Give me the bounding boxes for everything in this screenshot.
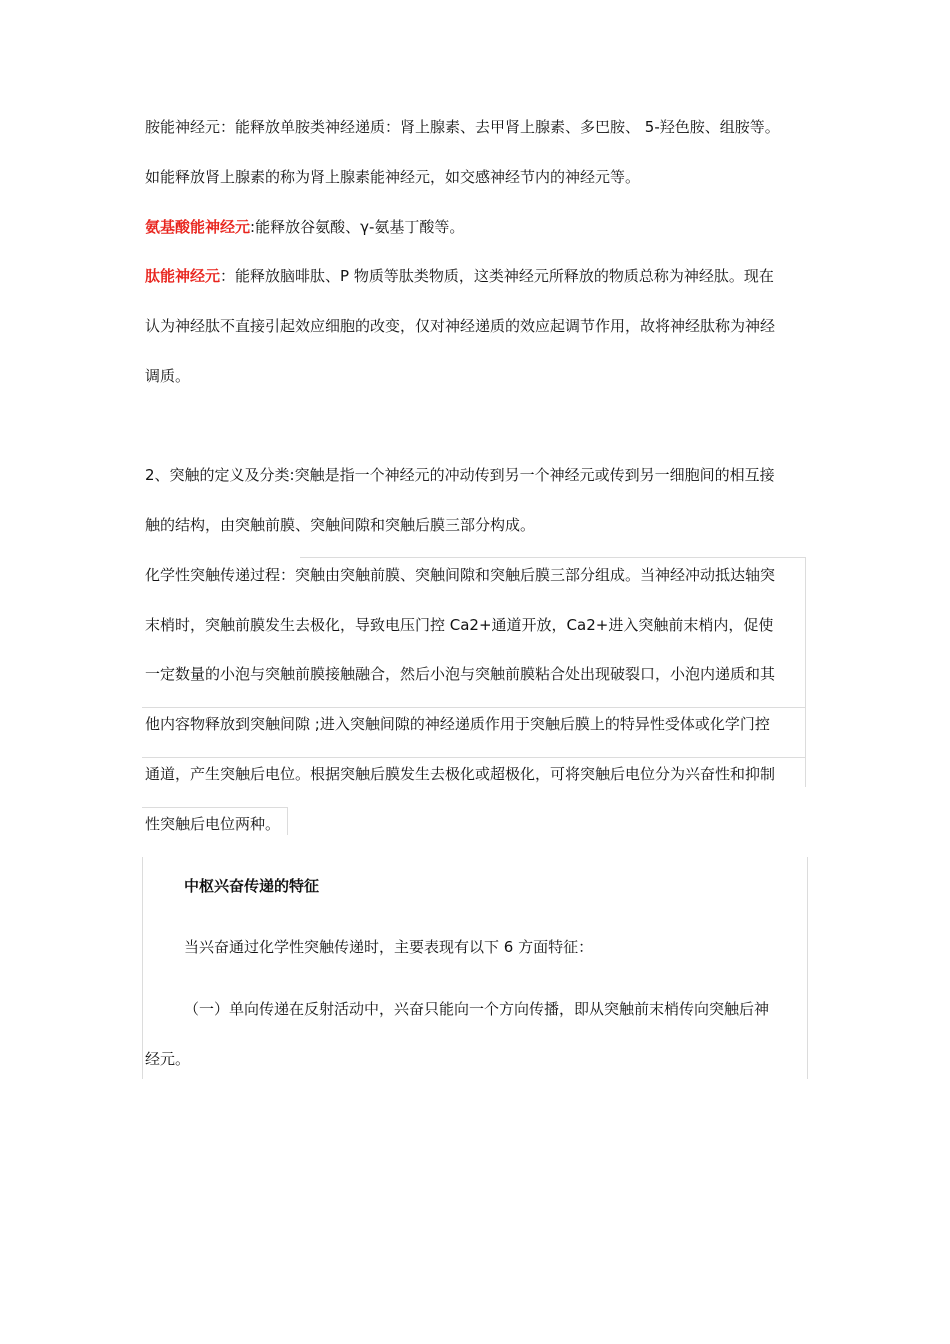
list-item: （一）单向传递在反射活动中，兴奋只能向一个方向传播，即从突触前末梢传向突触后神 xyxy=(184,1000,770,1018)
paragraph-line: 性突触后电位两种。 xyxy=(145,815,281,833)
section-box-border xyxy=(807,857,808,1079)
paragraph-line: 通道，产生突触后电位。根据突触后膜发生去极化或超极化，可将突触后电位分为兴奋性和抑制 xyxy=(145,765,776,783)
term-description: :能释放谷氨酸、γ-氨基丁酸等。 xyxy=(250,218,465,236)
paragraph-line: 如能释放肾上腺素的称为肾上腺素能神经元，如交感神经节内的神经元等。 xyxy=(145,168,641,186)
paragraph-line: 认为神经肽不直接引起效应细胞的改变，仅对神经递质的效应起调节作用，故将神经肽称为神经 xyxy=(145,317,776,335)
text-box-border xyxy=(142,807,287,808)
paragraph-line: 化学性突触传递过程：突触由突触前膜、突触间隙和突触后膜三部分组成。当神经冲动抵达轴突 xyxy=(145,566,776,584)
section-heading: 中枢兴奋传递的特征 xyxy=(184,877,320,895)
term-description: ：能释放脑啡肽、P 物质等肽类物质，这类神经元所释放的物质总称为神经肽。现在 xyxy=(220,267,774,285)
paragraph-line: 触的结构，由突触前膜、突触间隙和突触后膜三部分构成。 xyxy=(145,516,536,534)
paragraph-line xyxy=(145,217,464,237)
highlighted-term: 肽能神经元 xyxy=(145,267,221,285)
highlighted-term: 氨基酸能神经元 xyxy=(145,218,251,236)
text-box-border xyxy=(142,757,806,758)
section-intro: 当兴奋通过化学性突触传递时，主要表现有以下 6 方面特征： xyxy=(184,938,594,956)
text-box-border xyxy=(300,557,806,558)
paragraph-line: 一定数量的小泡与突触前膜接触融合，然后小泡与突触前膜粘合处出现破裂口，小泡内递质和其 xyxy=(145,665,776,683)
list-item-continuation: 经元。 xyxy=(145,1050,191,1068)
text-box-border xyxy=(142,707,806,708)
paragraph-line xyxy=(145,266,774,286)
paragraph-line: 调质。 xyxy=(145,367,191,385)
paragraph-line: 他内容物释放到突触间隙 ;进入突触间隙的神经递质作用于突触后膜上的特异性受体或化学门控 xyxy=(145,715,770,733)
paragraph-line: 2、突触的定义及分类:突触是指一个神经元的冲动传到另一个神经元或传到另一细胞间的相互接 xyxy=(145,466,775,484)
paragraph-line: 末梢时，突触前膜发生去极化，导致电压门控 Ca2+通道开放，Ca2+进入突触前末梢内，促使 xyxy=(145,616,774,634)
paragraph-line: 胺能神经元：能释放单胺类神经递质：肾上腺素、去甲肾上腺素、多巴胺、 5-羟色胺、组胺等。 xyxy=(145,118,780,136)
section-box-border xyxy=(142,857,143,1079)
text-box-border xyxy=(805,557,806,787)
text-box-border xyxy=(287,807,288,835)
